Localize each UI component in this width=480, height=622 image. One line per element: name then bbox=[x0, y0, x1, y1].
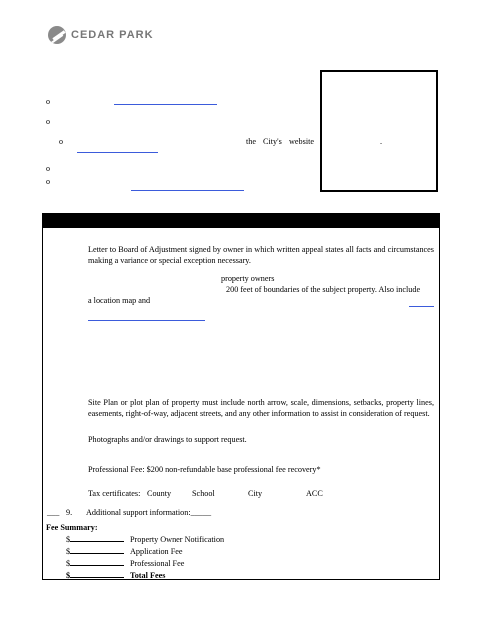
fee-prefix: $ bbox=[66, 571, 71, 580]
website-word-3: website bbox=[289, 137, 315, 146]
item-owners-2: 200 feet of boundaries of the subject property. Also include bbox=[226, 285, 421, 294]
link-5[interactable] bbox=[88, 320, 205, 321]
fee-prefix: $ bbox=[66, 535, 71, 544]
fee-input-line[interactable] bbox=[70, 534, 124, 542]
logo-text: CEDAR PARK bbox=[71, 29, 154, 41]
link-4[interactable] bbox=[409, 306, 434, 307]
item9-text: Additional support information:_____ bbox=[86, 508, 212, 517]
item9-blank: ___ bbox=[47, 508, 60, 517]
tax-acc: ACC bbox=[306, 489, 323, 498]
link-2[interactable] bbox=[77, 152, 158, 153]
link-3[interactable] bbox=[131, 190, 244, 191]
item-site-plan: Site Plan or plot plan of property must include north arrow, scale, dimensions, setbacks, property lines, easements, right-of-way, adjacent streets, and any other information to assist in consideration of request. bbox=[88, 398, 434, 418]
tax-label: Tax certificates: bbox=[88, 489, 141, 498]
cedar-park-logo bbox=[48, 26, 154, 44]
item-photos: Photographs and/or drawings to support request. bbox=[88, 435, 247, 444]
fee-row-1 bbox=[66, 534, 225, 545]
item-prof-fee: Professional Fee: $200 non-refundable base professional fee recovery* bbox=[88, 465, 321, 474]
fee-row-2 bbox=[66, 546, 183, 557]
stamp-box bbox=[320, 70, 438, 192]
bullet-1: o bbox=[46, 97, 50, 106]
website-word-2: City's bbox=[263, 137, 282, 146]
item-owners-3: a location map and bbox=[88, 296, 151, 305]
fee-row-3 bbox=[66, 558, 185, 569]
requirements-header-bar bbox=[42, 213, 440, 228]
subbullet-1: o bbox=[59, 137, 63, 146]
fee-row-total bbox=[66, 570, 166, 581]
cedar-park-logo-icon bbox=[48, 26, 66, 44]
fee-label: Application Fee bbox=[130, 547, 183, 556]
tax-city: City bbox=[248, 489, 263, 498]
fee-label: Professional Fee bbox=[130, 559, 185, 568]
bullet-4: o bbox=[46, 177, 50, 186]
link-1[interactable] bbox=[114, 104, 217, 105]
fee-input-line[interactable] bbox=[70, 558, 124, 566]
tax-school: School bbox=[192, 489, 215, 498]
fee-summary-title: Fee Summary: bbox=[46, 523, 98, 532]
website-period: . bbox=[380, 137, 383, 146]
item-owners-1: property owners bbox=[221, 274, 275, 283]
fee-prefix: $ bbox=[66, 547, 71, 556]
bullet-3: o bbox=[46, 164, 50, 173]
item9-number: 9. bbox=[66, 508, 73, 517]
website-word-1: the bbox=[246, 137, 257, 146]
fee-input-line[interactable] bbox=[70, 546, 124, 554]
item-letter: Letter to Board of Adjustment signed by owner in which written appeal states all facts and circumstances making a variance or special exception necessary. bbox=[88, 245, 434, 265]
fee-label: Total Fees bbox=[130, 571, 166, 580]
fee-prefix: $ bbox=[66, 559, 71, 568]
fee-label: Property Owner Notification bbox=[130, 535, 225, 544]
tax-county: County bbox=[147, 489, 172, 498]
fee-input-line[interactable] bbox=[70, 570, 124, 578]
bullet-2: o bbox=[46, 117, 50, 126]
